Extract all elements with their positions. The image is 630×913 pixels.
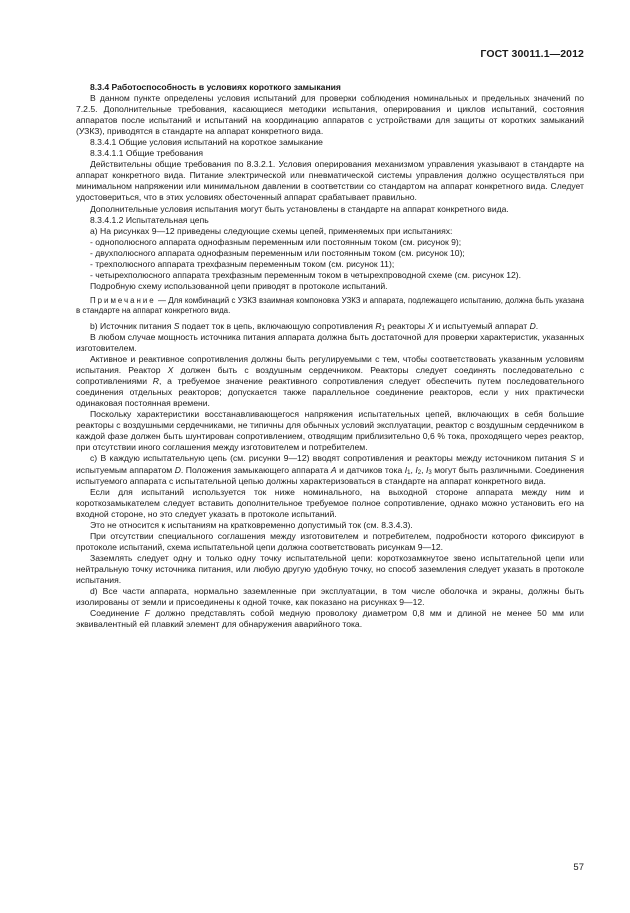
paragraph: d) Все части аппарата, нормально заземленные при эксплуатации, в том числе оболочка и экраны, должны быть изолированы от земли и присоединены к одной точке, как показано на рисунках 9—12.	[76, 586, 584, 608]
paragraph: В данном пункте определены условия испытаний для проверки соблюдения номинальных и предельных значений по 7.2.5. Дополнительные требования, касающиеся методики испытания, оперирования и циклов испытаний, состояния аппаратов после испытаний и испытаний на координацию аппаратов с устройствами для защиты от коротких замыканий (УЗКЗ), приводятся в стандарте на аппарат конкретного вида.	[76, 93, 584, 137]
symbol: R	[375, 320, 382, 331]
paragraph: Действительны общие требования по 8.3.2.1. Условия оперирования механизмом управления указывают в стандарте на аппарат конкретного вида. Питание электрической или пневматической системы управления должно осуществляться при минимальном напряжении или минимальном давлении в соответствии со стандартом на аппарат конкретного вида. Следует удостовериться, что в этих условиях обесточенный аппарат срабатывает правильно.	[76, 159, 584, 203]
paragraph	[76, 354, 584, 409]
text-run: , а требуемое значение реактивного сопротивления следует обеспечить путем последовательного соединения отдельных реакторов; допускается также параллельное соединение реакторов, если у них практически одинаковая постоянная времени.	[76, 376, 584, 409]
symbol: I	[426, 464, 429, 475]
subsection-heading: 8.3.4.1.2 Испытательная цепь	[90, 214, 209, 225]
text-run: . Положения замыкающего аппарата	[180, 464, 331, 475]
note	[76, 296, 584, 317]
symbol: A	[330, 464, 337, 475]
subscript: 1	[407, 469, 411, 476]
list-item: - однополюсного аппарата однофазным переменным или постоянным током (см. рисунок 9);	[90, 236, 462, 247]
text-run: с) В каждую испытательную цепь (см. рисунки 9—12) вводят сопротивления и реакторы между источником питания	[90, 453, 571, 464]
paragraph	[76, 608, 584, 630]
paragraph: Дополнительные условия испытания могут быть установлены в стандарте на аппарат конкретного вида.	[90, 203, 509, 214]
list-item: - четырехполюсного аппарата трехфазным переменным током в четырехпроводной схеме (см. рисунок 12).	[90, 269, 522, 280]
subsection-heading: 8.3.4.1.1 Общие требования	[90, 148, 204, 159]
text-run: подает ток в цепь, включающую сопротивления	[179, 320, 376, 331]
list-item: - трехполюсного аппарата трехфазным переменным током (см. рисунок 11);	[90, 258, 395, 269]
paragraph: Если для испытаний используется ток ниже номинального, на выходной стороне аппарата между ним и короткозамыкателем следует вставить дополнительное требуемое полное сопротивление, однако можно установить его на входной стороне, но это следует указать в протоколе испытаний.	[76, 486, 584, 519]
text-run: b) Источник питания	[90, 320, 174, 331]
symbol: F	[144, 608, 150, 619]
symbol: D	[174, 464, 181, 475]
text-run: и испытуемым аппаратом	[76, 453, 584, 475]
symbol: I	[404, 464, 408, 475]
page-number: 57	[573, 862, 584, 873]
symbol: X	[427, 320, 434, 331]
symbol: D	[529, 320, 536, 331]
symbol: X	[167, 365, 174, 376]
note-text: — Для комбинаций с УЗКЗ взаимная компоновка УЗКЗ и аппарата, подлежащего испытанию, должна быть указана в стандарте на аппарат конкретного вида.	[76, 295, 584, 316]
standard-code: ГОСТ 30011.1—2012	[480, 48, 584, 60]
section-title: 8.3.4 Работоспособность в условиях короткого замыкания	[90, 82, 341, 92]
paragraph: с) В каждую испытательную цепь (см. рисунки 9—12) вводят сопротивления и реакторы между источником питания S и испытуемым аппаратом D. Положения замыкающего аппарата A и датчиков тока $I_1$, $I_2$, $I_3$ могут быть различными. Соединения испытуемого аппарата с испытательной цепью должны характеризоваться в стандарте на аппарат конкретного вида.	[76, 453, 585, 486]
paragraph	[76, 321, 584, 332]
paragraph: Это не относится к испытаниям на кратковременно допустимый ток (см. 8.3.4.3).	[90, 519, 413, 530]
symbol: S	[570, 453, 576, 464]
paragraph: При отсутствии специального соглашения между изготовителем и потребителем, подробности которого фиксируют в протоколе испытаний, схема испытательной цепи должна соответствовать рисункам 9—12.	[76, 530, 584, 552]
paragraph: В любом случае мощность источника питания аппарата должна быть достаточной для проверки характеристик, указанных изготовителем.	[76, 331, 584, 353]
paragraph: Поскольку характеристики восстанавливающегося напряжения испытательных цепей, включающих в себя большие реакторы с воздушными сердечниками, не типичны для обычных условий эксплуатации, реактор с воздушным сердечником в каждой фазе должен быть шунтирован сопротивлением, отводящим приблизительно 0,6 % тока, проходящего через реактор, при отсутствии иного соглашения между изготовителем и потребителем.	[76, 409, 584, 453]
text-run: должен быть с воздушным сердечником. Реакторы следует соединять последовательно с сопротивлениями	[76, 365, 584, 387]
text-run: должно представлять собой медную проволоку диаметром 0,8 мм и длиной не менее 50 мм или эквивалентный ей плавкий элемент для обнаружения аварийного тока.	[76, 608, 584, 630]
note-label: Примечание	[90, 295, 156, 305]
subscript: 2	[417, 469, 422, 476]
paragraph: а) На рисунках 9—12 приведены следующие схемы цепей, применяемых при испытаниях:	[90, 225, 453, 236]
text-run: и испытуемый аппарат	[433, 320, 530, 331]
paragraph: Подробную схему использованной цепи приводят в протоколе испытаний.	[90, 280, 388, 291]
text-run: .	[535, 320, 539, 331]
text-run: Активное и реактивное сопротивления должны быть регулируемыми с тем, чтобы соответствовать указанным условиям испытания. Реактор	[76, 354, 584, 376]
symbol: S	[173, 320, 180, 331]
text-run: и датчиков тока	[336, 464, 405, 475]
paragraph: Заземлять следует одну и только одну точку испытательной цепи: короткозамкнутое звено испытательной цепи или нейтральную точку источника питания, или любую другую удобную точку, но способ заземления следует указать в протоколе испытания.	[76, 552, 584, 585]
document-body	[76, 82, 584, 630]
list-item: - двухполюсного аппарата однофазным переменным или постоянным током (см. рисунок 10);	[90, 247, 465, 258]
subsection-heading: 8.3.4.1 Общие условия испытаний на короткое замыкание	[90, 137, 323, 148]
text-run: могут быть различными. Соединения испытуемого аппарата с испытательной цепью должны характеризоваться в стандарте на аппарат конкретного вида.	[76, 464, 585, 486]
text-run: реакторы	[384, 320, 428, 331]
symbol: R	[152, 376, 159, 387]
subscript: 3	[428, 469, 432, 476]
subscript: 1	[381, 325, 385, 332]
text-run: Соединение	[90, 608, 145, 619]
symbol: I	[415, 464, 418, 475]
